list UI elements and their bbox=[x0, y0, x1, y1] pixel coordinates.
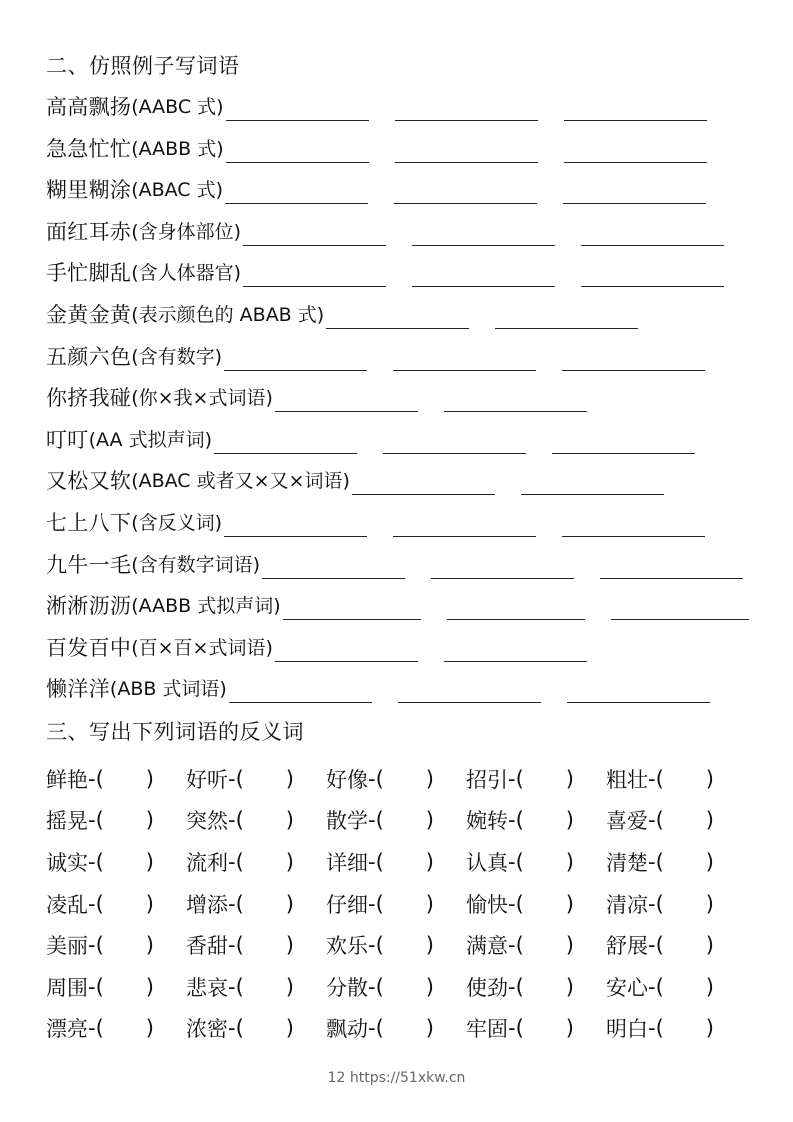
open-paren: ( bbox=[95, 849, 104, 874]
answer-blank[interactable] bbox=[567, 678, 710, 703]
close-paren: ) bbox=[285, 849, 294, 874]
dash: - bbox=[368, 849, 376, 874]
source-word: 飘动 bbox=[326, 1017, 368, 1042]
source-word: 安心 bbox=[606, 975, 648, 1000]
antonym-item bbox=[186, 805, 326, 835]
source-word: 香甜 bbox=[186, 934, 228, 959]
example-word: 五颜六色 bbox=[46, 344, 132, 369]
antonym-item bbox=[46, 764, 186, 794]
answer-blank[interactable] bbox=[444, 387, 587, 412]
pattern-hint: (AA 式拟声词) bbox=[88, 428, 212, 451]
antonym-item bbox=[606, 1013, 746, 1043]
antonym-row bbox=[46, 883, 746, 925]
example-word: 手忙脚乱 bbox=[46, 261, 132, 286]
dash: - bbox=[368, 891, 376, 916]
source-word: 浓密 bbox=[186, 1017, 228, 1042]
open-paren: ( bbox=[375, 808, 384, 833]
open-paren: ( bbox=[235, 808, 244, 833]
source-word: 清凉 bbox=[606, 892, 648, 917]
exercise-row bbox=[46, 176, 706, 204]
dash: - bbox=[228, 891, 236, 916]
antonym-item bbox=[326, 764, 466, 794]
open-paren: ( bbox=[515, 1016, 524, 1041]
antonym-item bbox=[466, 847, 606, 877]
dash: - bbox=[228, 766, 236, 791]
source-word: 突然 bbox=[186, 809, 228, 834]
answer-blank[interactable] bbox=[395, 96, 538, 121]
close-paren: ) bbox=[145, 933, 154, 958]
answer-blank[interactable] bbox=[495, 304, 638, 329]
close-paren: ) bbox=[145, 808, 154, 833]
source-word: 分散 bbox=[326, 975, 368, 1000]
dash: - bbox=[368, 974, 376, 999]
answer-blank[interactable] bbox=[225, 179, 368, 204]
open-paren: ( bbox=[375, 974, 384, 999]
source-word: 欢乐 bbox=[326, 934, 368, 959]
close-paren: ) bbox=[145, 1016, 154, 1041]
open-paren: ( bbox=[375, 891, 384, 916]
antonym-item bbox=[326, 1013, 466, 1043]
antonym-row bbox=[46, 841, 746, 883]
answer-blank[interactable] bbox=[611, 595, 749, 620]
antonym-item bbox=[186, 847, 326, 877]
exercise-row bbox=[46, 509, 705, 537]
antonym-item bbox=[466, 972, 606, 1002]
pattern-hint: (ABAC 式) bbox=[131, 179, 224, 202]
pattern-hint: (ABB 式词语) bbox=[109, 678, 227, 701]
source-word: 舒展 bbox=[606, 934, 648, 959]
antonym-item bbox=[186, 1013, 326, 1043]
close-paren: ) bbox=[705, 891, 714, 916]
answer-blank[interactable] bbox=[562, 512, 705, 537]
close-paren: ) bbox=[425, 974, 434, 999]
dash: - bbox=[88, 933, 96, 958]
source-word: 愉快 bbox=[466, 892, 508, 917]
source-word: 喜爱 bbox=[606, 809, 648, 834]
dash: - bbox=[648, 766, 656, 791]
close-paren: ) bbox=[145, 849, 154, 874]
antonym-item bbox=[606, 847, 746, 877]
open-paren: ( bbox=[235, 933, 244, 958]
source-word: 诚实 bbox=[46, 850, 88, 875]
antonym-item bbox=[326, 972, 466, 1002]
pattern-hint: (ABAC 或者又×又×词语) bbox=[131, 470, 350, 493]
answer-blank[interactable] bbox=[262, 554, 405, 579]
open-paren: ( bbox=[95, 1016, 104, 1041]
antonym-item bbox=[46, 930, 186, 960]
pattern-hint: (AABB 式拟声词) bbox=[131, 595, 281, 618]
answer-blank[interactable] bbox=[552, 429, 695, 454]
open-paren: ( bbox=[235, 1016, 244, 1041]
answer-blank[interactable] bbox=[393, 346, 536, 371]
source-word: 好像 bbox=[326, 767, 368, 792]
source-word: 流利 bbox=[186, 850, 228, 875]
exercise-row bbox=[46, 259, 724, 287]
pattern-hint: (AABC 式) bbox=[131, 96, 224, 118]
antonym-row bbox=[46, 758, 746, 800]
close-paren: ) bbox=[705, 849, 714, 874]
source-word: 散学 bbox=[326, 809, 368, 834]
pattern-hint: (AABB 式) bbox=[131, 137, 224, 160]
source-word: 周围 bbox=[46, 975, 88, 1000]
source-word: 清楚 bbox=[606, 850, 648, 875]
dash: - bbox=[228, 808, 236, 833]
antonym-grid bbox=[46, 758, 746, 1049]
close-paren: ) bbox=[285, 891, 294, 916]
answer-blank[interactable] bbox=[581, 221, 724, 246]
antonym-item bbox=[466, 930, 606, 960]
dash: - bbox=[508, 891, 516, 916]
exercise-row bbox=[46, 93, 707, 121]
close-paren: ) bbox=[705, 808, 714, 833]
open-paren: ( bbox=[655, 974, 664, 999]
open-paren: ( bbox=[235, 849, 244, 874]
antonym-item bbox=[186, 764, 326, 794]
dash: - bbox=[88, 766, 96, 791]
exercise-row bbox=[46, 135, 707, 163]
dash: - bbox=[368, 766, 376, 791]
close-paren: ) bbox=[565, 891, 574, 916]
source-word: 仔细 bbox=[326, 892, 368, 917]
source-word: 漂亮 bbox=[46, 1017, 88, 1042]
dash: - bbox=[228, 974, 236, 999]
dash: - bbox=[648, 849, 656, 874]
close-paren: ) bbox=[705, 933, 714, 958]
dash: - bbox=[228, 1016, 236, 1041]
answer-blank[interactable] bbox=[229, 678, 372, 703]
dash: - bbox=[368, 808, 376, 833]
example-word: 叮叮 bbox=[46, 427, 89, 452]
answer-blank[interactable] bbox=[393, 512, 536, 537]
example-word: 懒洋洋 bbox=[46, 677, 110, 702]
example-word: 九牛一毛 bbox=[46, 552, 132, 577]
example-word: 急急忙忙 bbox=[46, 136, 132, 161]
close-paren: ) bbox=[705, 1016, 714, 1041]
answer-blank[interactable] bbox=[214, 429, 357, 454]
source-word: 悲哀 bbox=[186, 975, 228, 1000]
close-paren: ) bbox=[565, 974, 574, 999]
source-word: 好听 bbox=[186, 767, 228, 792]
open-paren: ( bbox=[95, 891, 104, 916]
dash: - bbox=[508, 933, 516, 958]
source-word: 招引 bbox=[466, 767, 508, 792]
open-paren: ( bbox=[95, 974, 104, 999]
pattern-hint: (含人体器官) bbox=[131, 262, 242, 285]
source-word: 满意 bbox=[466, 934, 508, 959]
dash: - bbox=[368, 1016, 376, 1041]
answer-blank[interactable] bbox=[581, 262, 724, 287]
antonym-row bbox=[46, 1008, 746, 1050]
antonym-item bbox=[466, 764, 606, 794]
answer-blank[interactable] bbox=[431, 554, 574, 579]
source-word: 增添 bbox=[186, 892, 228, 917]
antonym-item bbox=[606, 972, 746, 1002]
answer-blank[interactable] bbox=[243, 221, 386, 246]
antonym-item bbox=[606, 805, 746, 835]
close-paren: ) bbox=[565, 849, 574, 874]
source-word: 婉转 bbox=[466, 809, 508, 834]
example-word: 淅淅沥沥 bbox=[46, 594, 132, 619]
pattern-hint: (含有数字词语) bbox=[131, 553, 261, 576]
answer-blank[interactable] bbox=[447, 595, 585, 620]
answer-blank[interactable] bbox=[564, 96, 707, 121]
close-paren: ) bbox=[705, 766, 714, 791]
open-paren: ( bbox=[235, 974, 244, 999]
open-paren: ( bbox=[515, 849, 524, 874]
answer-blank[interactable] bbox=[275, 387, 418, 412]
close-paren: ) bbox=[285, 808, 294, 833]
answer-blank[interactable] bbox=[444, 637, 587, 662]
dash: - bbox=[508, 974, 516, 999]
dash: - bbox=[88, 808, 96, 833]
source-word: 使劲 bbox=[466, 975, 508, 1000]
answer-blank[interactable] bbox=[383, 429, 526, 454]
answer-blank[interactable] bbox=[243, 262, 386, 287]
exercise-row bbox=[46, 301, 638, 329]
answer-blank[interactable] bbox=[395, 138, 538, 163]
antonym-row bbox=[46, 966, 746, 1008]
close-paren: ) bbox=[285, 933, 294, 958]
answer-blank[interactable] bbox=[352, 470, 495, 495]
open-paren: ( bbox=[95, 766, 104, 791]
example-word: 你挤我碰 bbox=[46, 386, 132, 411]
dash: - bbox=[88, 849, 96, 874]
close-paren: ) bbox=[565, 808, 574, 833]
antonym-item bbox=[466, 805, 606, 835]
pattern-hint: (百×百×式词语) bbox=[131, 636, 273, 659]
answer-blank[interactable] bbox=[226, 96, 369, 121]
source-word: 凌乱 bbox=[46, 892, 88, 917]
answer-blank[interactable] bbox=[600, 554, 743, 579]
open-paren: ( bbox=[95, 933, 104, 958]
close-paren: ) bbox=[565, 1016, 574, 1041]
dash: - bbox=[508, 808, 516, 833]
close-paren: ) bbox=[425, 1016, 434, 1041]
source-word: 粗壮 bbox=[606, 767, 648, 792]
dash: - bbox=[508, 1016, 516, 1041]
answer-blank[interactable] bbox=[275, 637, 418, 662]
open-paren: ( bbox=[655, 849, 664, 874]
answer-blank[interactable] bbox=[283, 595, 421, 620]
open-paren: ( bbox=[655, 766, 664, 791]
dash: - bbox=[648, 808, 656, 833]
answer-blank[interactable] bbox=[394, 179, 537, 204]
answer-blank[interactable] bbox=[224, 346, 367, 371]
example-word: 又松又软 bbox=[46, 469, 132, 494]
answer-blank[interactable] bbox=[412, 221, 555, 246]
pattern-hint: (表示颜色的 ABAB 式) bbox=[131, 304, 325, 326]
close-paren: ) bbox=[285, 974, 294, 999]
example-word: 糊里糊涂 bbox=[46, 178, 132, 203]
close-paren: ) bbox=[425, 808, 434, 833]
exercise-row bbox=[46, 426, 695, 454]
example-word: 七上八下 bbox=[46, 511, 132, 535]
example-word: 面红耳赤 bbox=[46, 219, 132, 244]
dash: - bbox=[648, 891, 656, 916]
antonym-row bbox=[46, 800, 746, 842]
open-paren: ( bbox=[95, 808, 104, 833]
open-paren: ( bbox=[515, 766, 524, 791]
open-paren: ( bbox=[375, 1016, 384, 1041]
exercise-row bbox=[46, 634, 587, 662]
open-paren: ( bbox=[515, 933, 524, 958]
section-2-title: 二、仿照例子写词语 bbox=[46, 54, 240, 78]
antonym-item bbox=[186, 930, 326, 960]
antonym-item bbox=[326, 847, 466, 877]
source-word: 明白 bbox=[606, 1017, 648, 1042]
example-word: 金黄金黄 bbox=[46, 303, 132, 327]
dash: - bbox=[88, 891, 96, 916]
exercise-row bbox=[46, 592, 749, 620]
open-paren: ( bbox=[375, 933, 384, 958]
answer-blank[interactable] bbox=[564, 138, 707, 163]
close-paren: ) bbox=[145, 766, 154, 791]
antonym-item bbox=[46, 1013, 186, 1043]
antonym-item bbox=[466, 889, 606, 919]
antonym-row bbox=[46, 924, 746, 966]
antonym-item bbox=[46, 889, 186, 919]
close-paren: ) bbox=[425, 933, 434, 958]
dash: - bbox=[368, 933, 376, 958]
open-paren: ( bbox=[235, 766, 244, 791]
close-paren: ) bbox=[425, 849, 434, 874]
source-word: 牢固 bbox=[466, 1017, 508, 1042]
dash: - bbox=[88, 974, 96, 999]
dash: - bbox=[648, 1016, 656, 1041]
open-paren: ( bbox=[655, 1016, 664, 1041]
antonym-item bbox=[186, 889, 326, 919]
dash: - bbox=[648, 933, 656, 958]
page-footer: 12 https://51xkw.cn bbox=[327, 1070, 466, 1086]
close-paren: ) bbox=[285, 766, 294, 791]
source-word: 认真 bbox=[466, 850, 508, 875]
close-paren: ) bbox=[145, 974, 154, 999]
source-word: 摇晃 bbox=[46, 809, 88, 834]
close-paren: ) bbox=[565, 766, 574, 791]
close-paren: ) bbox=[425, 766, 434, 791]
exercise-row bbox=[46, 551, 743, 579]
exercise-row bbox=[46, 343, 705, 371]
answer-blank[interactable] bbox=[563, 179, 706, 204]
section-3-title: 三、写出下列词语的反义词 bbox=[46, 720, 304, 744]
antonym-item bbox=[46, 847, 186, 877]
exercise-row bbox=[46, 384, 587, 412]
answer-blank[interactable] bbox=[226, 138, 369, 163]
pattern-hint: (含有数字) bbox=[131, 345, 223, 368]
antonym-item bbox=[606, 889, 746, 919]
close-paren: ) bbox=[425, 891, 434, 916]
open-paren: ( bbox=[515, 808, 524, 833]
open-paren: ( bbox=[235, 891, 244, 916]
pattern-hint: (含身体部位) bbox=[131, 220, 242, 243]
answer-blank[interactable] bbox=[412, 262, 555, 287]
dash: - bbox=[508, 849, 516, 874]
antonym-item bbox=[606, 930, 746, 960]
dash: - bbox=[648, 974, 656, 999]
antonym-item bbox=[186, 972, 326, 1002]
pattern-hint: (你×我×式词语) bbox=[131, 387, 273, 410]
antonym-item bbox=[326, 805, 466, 835]
open-paren: ( bbox=[375, 766, 384, 791]
open-paren: ( bbox=[655, 808, 664, 833]
answer-blank[interactable] bbox=[326, 304, 469, 329]
open-paren: ( bbox=[515, 974, 524, 999]
antonym-item bbox=[326, 930, 466, 960]
close-paren: ) bbox=[705, 974, 714, 999]
dash: - bbox=[508, 766, 516, 791]
open-paren: ( bbox=[515, 891, 524, 916]
source-word: 鲜艳 bbox=[46, 767, 88, 792]
antonym-item bbox=[326, 889, 466, 919]
close-paren: ) bbox=[565, 933, 574, 958]
antonym-item bbox=[46, 805, 186, 835]
open-paren: ( bbox=[375, 849, 384, 874]
source-word: 详细 bbox=[326, 850, 368, 875]
close-paren: ) bbox=[285, 1016, 294, 1041]
answer-blank[interactable] bbox=[224, 512, 367, 537]
dash: - bbox=[228, 849, 236, 874]
dash: - bbox=[88, 1016, 96, 1041]
example-word: 百发百中 bbox=[46, 635, 132, 660]
antonym-item bbox=[606, 764, 746, 794]
pattern-hint: (含反义词) bbox=[131, 512, 223, 534]
example-word: 高高飘扬 bbox=[46, 95, 132, 119]
answer-blank[interactable] bbox=[398, 678, 541, 703]
antonym-item bbox=[46, 972, 186, 1002]
antonym-item bbox=[466, 1013, 606, 1043]
dash: - bbox=[228, 933, 236, 958]
source-word: 美丽 bbox=[46, 934, 88, 959]
exercise-row bbox=[46, 218, 724, 246]
answer-blank[interactable] bbox=[562, 346, 705, 371]
open-paren: ( bbox=[655, 891, 664, 916]
exercise-row bbox=[46, 675, 710, 703]
answer-blank[interactable] bbox=[521, 470, 664, 495]
open-paren: ( bbox=[655, 933, 664, 958]
close-paren: ) bbox=[145, 891, 154, 916]
exercise-row bbox=[46, 467, 664, 495]
